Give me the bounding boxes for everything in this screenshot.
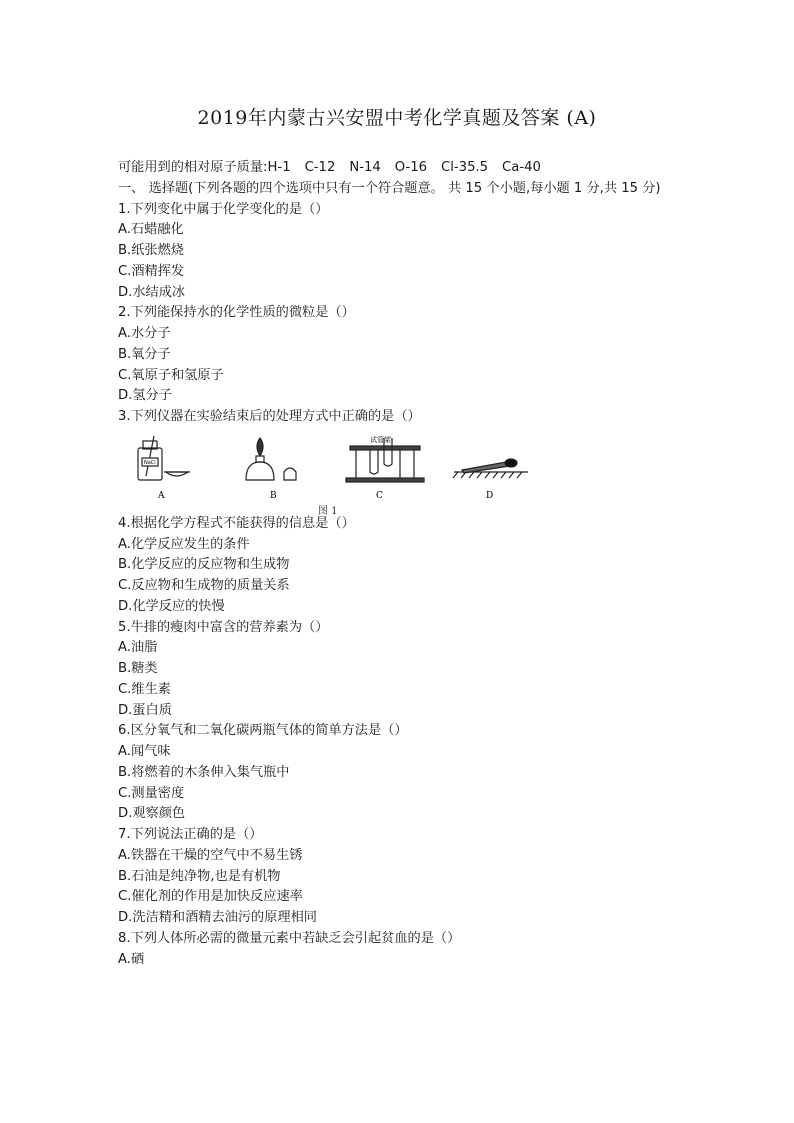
question-2-option-c: C.氧原子和氢原子 <box>118 367 224 383</box>
question-7-option-d: D.洗洁精和酒精去油污的原理相同 <box>118 910 317 925</box>
test-tube-rack-icon <box>346 438 424 482</box>
question-8-option-a: A.硒 <box>118 951 145 967</box>
question-2-stem: 2.下列能保持水的化学性质的微粒是（） <box>118 305 355 321</box>
mass-o: O-16 <box>394 160 428 175</box>
question-5-option-b: B.糖类 <box>118 661 158 676</box>
mass-h: H-1 <box>267 160 291 175</box>
question-4-stem: 4.根据化学方程式不能获得的信息是（） <box>118 515 355 531</box>
rack-label: 试管架 <box>370 435 391 444</box>
question-6-stem: 6.区分氧气和二氧化碳两瓶气体的简单方法是（） <box>118 723 408 739</box>
test-tube-on-table-icon <box>453 459 528 478</box>
bottle-label: NaCl <box>144 459 156 466</box>
question-6-option-d: D.观察颜色 <box>118 806 186 822</box>
figure-label-b: B <box>270 490 277 501</box>
question-7-option-c: C.催化剂的作用是加快反应速率 <box>118 889 303 905</box>
question-1-option-a: A.石蜡融化 <box>118 222 184 238</box>
question-1-stem: 1.下列变化中属于化学变化的是（） <box>118 201 329 217</box>
figure-label-d: D <box>486 490 494 501</box>
question-2-option-a: A.水分子 <box>118 326 171 341</box>
lab-apparatus-illustration <box>118 432 538 512</box>
question-6-option-a: A.闻气味 <box>118 744 171 759</box>
question-8-stem: 8.下列人体所必需的微量元素中若缺乏会引起贫血的是（） <box>118 930 461 946</box>
question-1-option-d: D.水结成冰 <box>118 284 186 300</box>
mass-cl: Cl-35.5 <box>441 160 489 175</box>
question-4-option-d: D.化学反应的快慢 <box>118 598 225 614</box>
question-1-option-c: C.酒精挥发 <box>118 263 185 279</box>
reagent-bottle-icon <box>138 436 190 480</box>
question-6-option-b: B.将燃着的木条伸入集气瓶中 <box>118 764 290 780</box>
question-3-figure <box>118 428 538 517</box>
question-4-option-c: C.反应物和生成物的质量关系 <box>118 578 290 593</box>
question-7-stem: 7.下列说法正确的是（） <box>118 827 263 842</box>
question-5-stem: 5.牛排的瘦肉中富含的营养素为（） <box>118 619 329 635</box>
question-7-option-a: A.铁器在干燥的空气中不易生锈 <box>118 847 303 863</box>
figure-label-a: A <box>158 490 165 501</box>
atomic-masses-label: 可能用到的相对原子质量: <box>118 160 268 175</box>
question-6-option-c: C.测量密度 <box>118 785 185 801</box>
question-5-option-c: C.维生素 <box>118 681 171 697</box>
question-5-option-d: D.蛋白质 <box>118 702 172 718</box>
question-1-option-b: B.纸张燃烧 <box>118 243 184 258</box>
document-body <box>118 158 678 970</box>
alcohol-lamp-icon <box>246 438 296 480</box>
question-5-option-a: A.油脂 <box>118 640 158 656</box>
atomic-masses-line <box>118 158 678 179</box>
mass-c: C-12 <box>304 160 336 175</box>
question-2-option-d: D.氢分子 <box>118 388 172 404</box>
mass-n: N-14 <box>349 160 381 175</box>
question-2-option-b: B.氧分子 <box>118 346 171 362</box>
document-title: 2019年内蒙古兴安盟中考化学真题及答案 (A) <box>197 107 597 129</box>
question-4-option-a: A.化学反应发生的条件 <box>118 536 250 552</box>
section-heading: 一、 选择题(下列各题的四个选项中只有一个符合题意。 共 15 个小题,每小题 1 分,共 15 分) <box>118 180 661 196</box>
question-3-stem: 3.下列仪器在实验结束后的处理方式中正确的是（） <box>118 409 421 424</box>
question-4-option-b: B.化学反应的反应物和生成物 <box>118 557 290 573</box>
figure-label-c: C <box>376 490 383 501</box>
figure-caption: 图 1 <box>318 505 338 517</box>
mass-ca: Ca-40 <box>502 160 541 175</box>
question-7-option-b: B.石油是纯净物,也是有机物 <box>118 868 281 884</box>
